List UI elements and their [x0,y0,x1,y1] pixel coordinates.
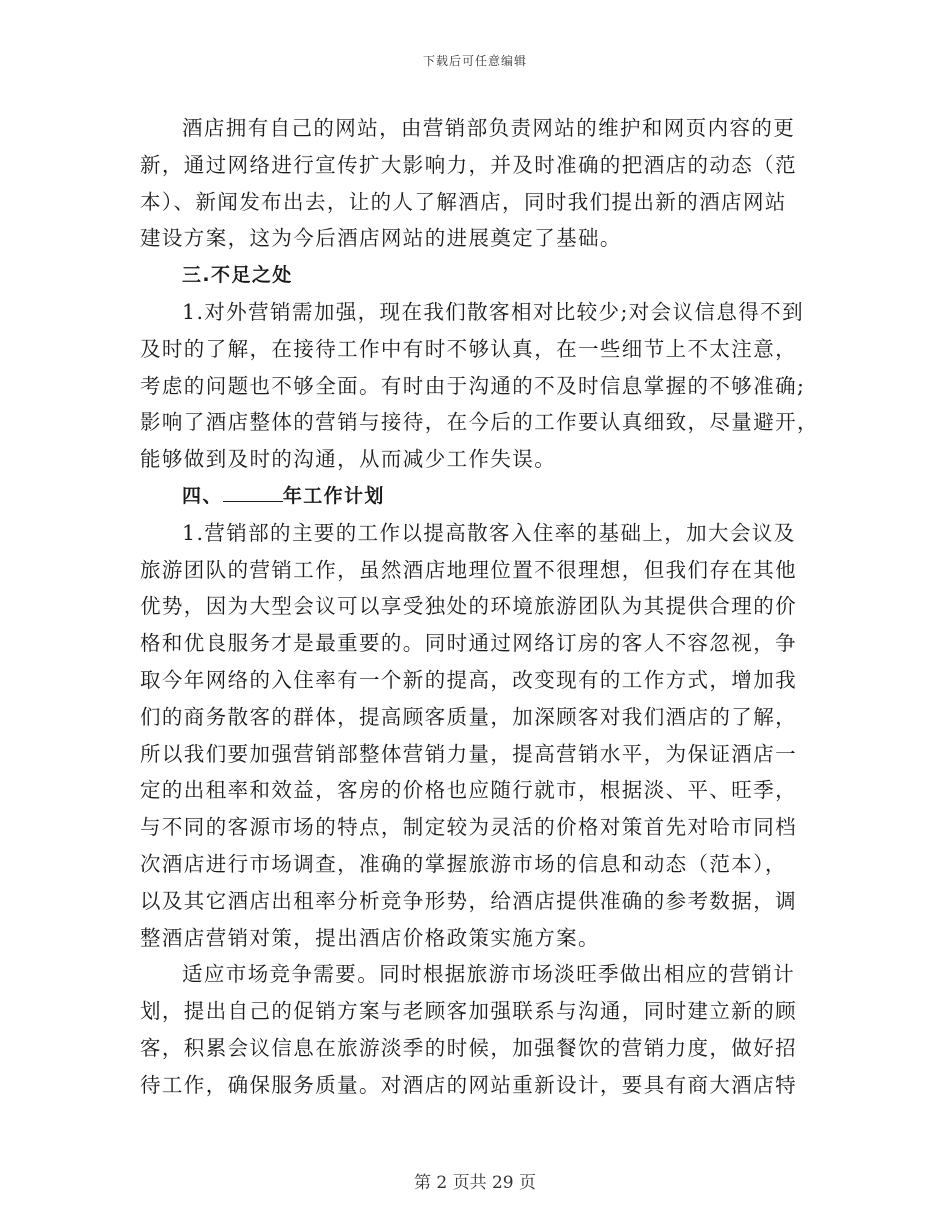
text-line: 整酒店营销对策，提出酒店价格政策实施方案。 [140,925,600,950]
text-line: 旅游团队的营销工作，虽然酒店地理位置不很理想，但我们存在其他 [140,557,797,582]
text-line: 们的商务散客的群体，提高顾客质量，加深顾客对我们酒店的了解， [140,704,797,729]
year-blank [223,483,283,502]
text-line: 1.对外营销需加强，现在我们散客相对比较少;对会议信息得不到 [182,299,804,324]
paragraph-market-adaptation [140,956,808,1103]
text-line: 取今年网络的入住率有一个新的提高，改变现有的工作方式，增加我 [140,667,797,692]
text-line: 适应市场竞争需要。同时根据旅游市场淡旺季做出相应的营销计 [182,962,796,987]
section-heading-work-plan [140,478,808,515]
text-line: 划，提出自己的促销方案与老顾客加强联系与沟通，同时建立新的顾 [140,999,797,1024]
text-line: 酒店拥有自己的网站，由营销部负责网站的维护和网页内容的更 [182,116,796,140]
text-line: 及时的了解，在接待工作中有时不够认真，在一些细节上不太注意， [140,336,797,361]
paragraph-shortcomings [140,294,819,478]
paragraph-website [140,110,808,257]
page-header: 下载后可任意编辑 [422,54,527,68]
text-line: 与不同的客源市场的特点，制定较为灵活的价格对策首先对哈市同档 [140,815,797,840]
section-heading-shortcomings: 三.不足之处 [182,264,293,287]
page-footer: 第 2 页共 29 页 [413,1173,537,1193]
text-line: 优势，因为大型会议可以享受独处的环境旅游团队为其提供合理的价 [140,594,797,619]
text-line: 本）、新闻发布出去，让的人了解酒店，同时我们提出新的酒店网站 [140,189,787,214]
heading-prefix: 四、 [182,484,223,507]
text-line: 格和优良服务才是最重要的。同时通过网络订房的客人不容忽视，争 [140,631,797,656]
text-line: 1.营销部的主要的工作以提高散客入住率的基础上，加大会议及 [182,520,796,545]
text-line: 影响了酒店整体的营销与接待，在今后的工作要认真细致，尽量避开， [140,410,819,435]
text-line: 能够做到及时的沟通，从而减少工作失误。 [140,447,557,472]
document-body [140,110,819,1104]
text-line: 以及其它酒店出租率分析竞争形势，给酒店提供准确的参考数据，调 [140,888,797,913]
text-line: 客，积累会议信息在旅游淡季的时候，加强餐饮的营销力度，做好招 [140,1035,797,1060]
text-line: 定的出租率和效益，客房的价格也应随行就市，根据淡、平、旺季， [140,778,797,803]
text-line: 建设方案，这为今后酒店网站的进展奠定了基础。 [140,226,622,251]
text-line: 所以我们要加强营销部整体营销力量，提高营销水平，为保证酒店一 [140,741,797,766]
paragraph-work-plan [140,515,808,957]
text-line: 新，通过网络进行宣传扩大影响力，并及时准确的把酒店的动态（范 [140,152,797,177]
text-line: 考虑的问题也不够全面。有时由于沟通的不及时信息掌握的不够准确; [140,373,806,398]
heading-suffix: 年工作计划 [282,484,385,507]
text-line: 次酒店进行市场调查，准确的掌握旅游市场的信息和动态（范本）， [140,851,787,876]
text-line: 待工作，确保服务质量。对酒店的网站重新设计，要具有商大酒店特 [140,1072,797,1097]
